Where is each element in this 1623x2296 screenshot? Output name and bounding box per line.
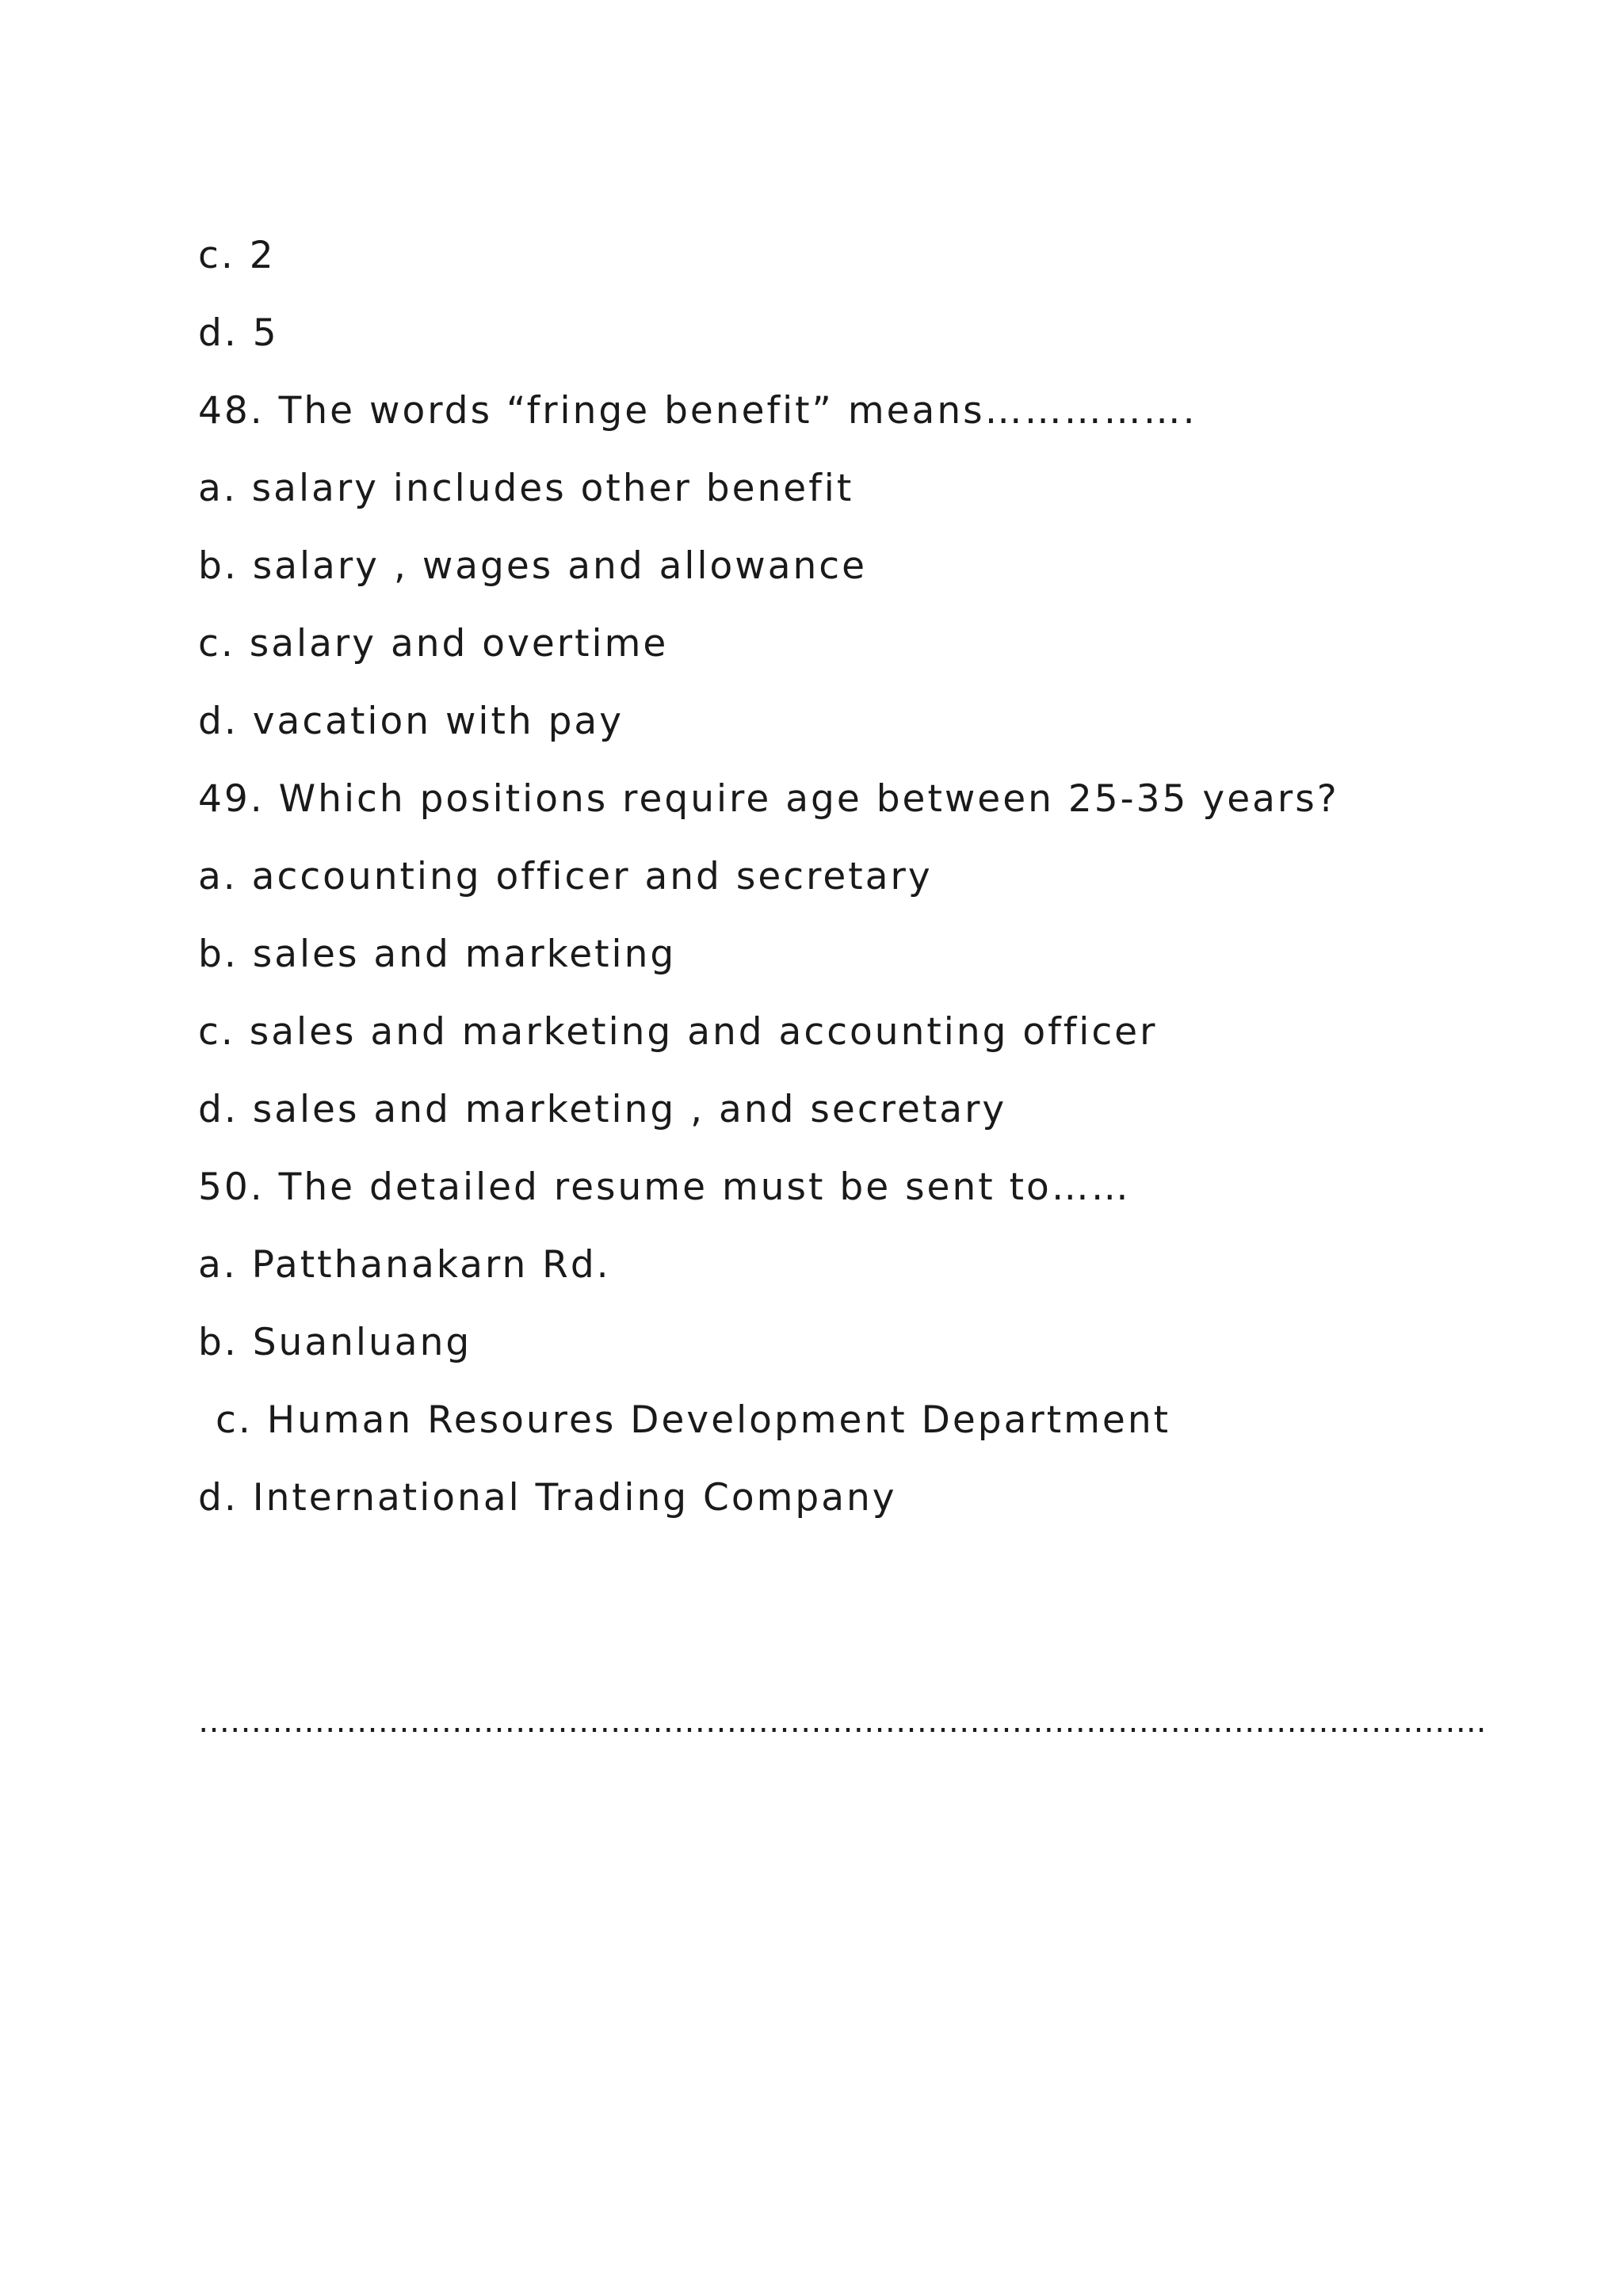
question-48: 48. The words “fringe benefit” means……………. — [198, 389, 1197, 433]
option-d-q50: d. International Trading Company — [198, 1476, 897, 1520]
question-list — [198, 217, 1545, 1537]
option-c-q47: c. 2 — [198, 234, 276, 277]
option-c-q48: c. salary and overtime — [198, 622, 669, 666]
option-b-q49: b. sales and marketing — [198, 933, 677, 976]
end-of-document-dots: ………………………………………………………………………………………………………….. — [198, 1703, 1487, 1740]
option-c-q49: c. sales and marketing and accounting officer — [198, 1010, 1158, 1054]
option-b-q48: b. salary , wages and allowance — [198, 544, 868, 588]
option-d-q49: d. sales and marketing , and secretary — [198, 1088, 1007, 1131]
question-50: 50. The detailed resume must be sent to…… — [198, 1165, 1131, 1209]
question-49: 49. Which positions require age between 25-35 years? — [198, 777, 1339, 821]
option-a-q49: a. accounting officer and secretary — [198, 855, 933, 898]
option-d-q47: d. 5 — [198, 311, 279, 355]
option-b-q50: b. Suanluang — [198, 1321, 472, 1364]
option-d-q48: d. vacation with pay — [198, 700, 624, 743]
option-a-q50: a. Patthanakarn Rd. — [198, 1243, 611, 1287]
option-a-q48: a. salary includes other benefit — [198, 467, 854, 510]
option-c-q50: c. Human Resoures Development Department — [216, 1398, 1171, 1442]
